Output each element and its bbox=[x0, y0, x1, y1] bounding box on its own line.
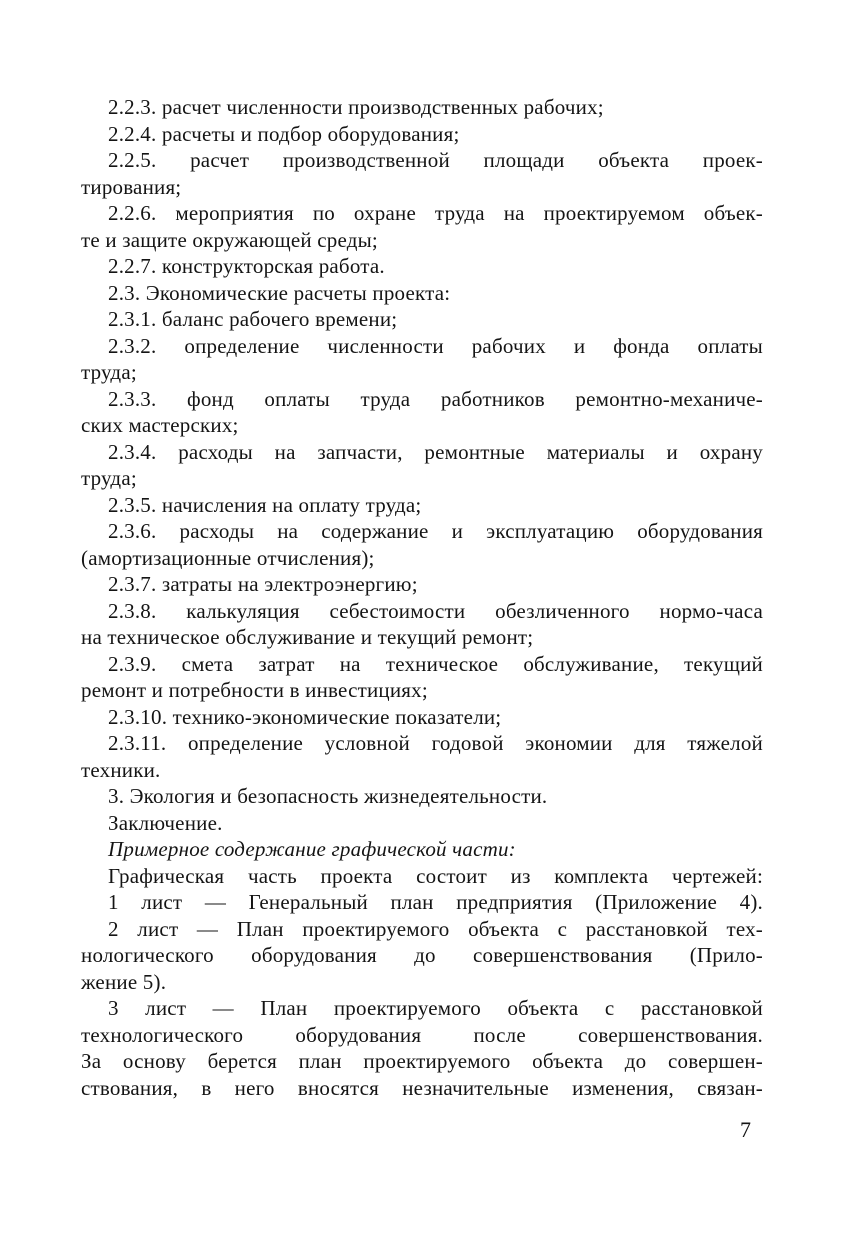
text-line: тирования; bbox=[81, 174, 182, 199]
text-line: 2.2.6. мероприятия по охране труда на проектируемом объек- bbox=[108, 201, 763, 225]
text-line: ствования, в него вносятся незначительные изменения, связан- bbox=[81, 1075, 763, 1100]
text-line: 2.3.5. начисления на оплату труда; bbox=[108, 492, 422, 517]
text-line: 2.2.3. расчет численности производственных рабочих; bbox=[108, 95, 604, 119]
text-line: 3 лист — План проектируемого объекта с расстановкой bbox=[108, 996, 763, 1020]
text-line: 2.3.6. расходы на содержание и эксплуатацию оборудования bbox=[108, 519, 763, 543]
text-line: 2.3.9. смета затрат на техническое обслуживание, текущий bbox=[108, 651, 763, 676]
text-line: 3. Экология и безопасность жизнедеятельности. bbox=[108, 784, 548, 808]
text-line: 1 лист — Генеральный план предприятия (Приложение 4). bbox=[108, 890, 763, 914]
text-line: Примерное содержание графической части: bbox=[108, 837, 516, 861]
text-line: 2.3.1. баланс рабочего времени; bbox=[108, 307, 398, 331]
text-line: ских мастерских; bbox=[81, 413, 239, 437]
text-line: ремонт и потребности в инвестициях; bbox=[81, 678, 428, 702]
text-line: 2.3. Экономические расчеты проекта: bbox=[108, 280, 451, 305]
text-line: нологического оборудования до совершенствования (Прило- bbox=[81, 943, 763, 967]
text-line: на техническое обслуживание и текущий ремонт; bbox=[81, 625, 534, 649]
text-line: За основу берется план проектируемого объекта до совершен- bbox=[81, 1049, 763, 1073]
text-line: технологического оборудования после совершенствования. bbox=[81, 1022, 763, 1047]
text-line: 2.3.7. затраты на электроэнергию; bbox=[108, 572, 418, 596]
text-line: 2.2.5. расчет производственной площади объекта проек- bbox=[108, 148, 763, 172]
text-line: 2.3.2. определение численности рабочих и фонда оплаты bbox=[108, 333, 763, 358]
page-number: 7 bbox=[740, 1117, 751, 1142]
text-line: 2.3.11. определение условной годовой экономии для тяжелой bbox=[108, 731, 763, 755]
text-line: 2 лист — План проектируемого объекта с расстановкой тех- bbox=[108, 916, 763, 941]
text-line: 2.3.8. калькуляция себестоимости обезличенного нормо-часа bbox=[108, 598, 763, 623]
text-line: труда; bbox=[81, 360, 137, 384]
text-line: жение 5). bbox=[81, 969, 167, 994]
text-line: 2.3.3. фонд оплаты труда работников ремонтно-механиче- bbox=[108, 386, 763, 411]
text-line: те и защите окружающей среды; bbox=[81, 227, 378, 252]
text-line: Графическая часть проекта состоит из комплекта чертежей: bbox=[108, 863, 763, 888]
text-line: 2.2.4. расчеты и подбор оборудования; bbox=[108, 121, 460, 146]
text-line: 2.3.4. расходы на запчасти, ремонтные материалы и охрану bbox=[108, 439, 763, 464]
text-line: труда; bbox=[81, 466, 137, 490]
document-body bbox=[81, 94, 763, 1101]
text-line: (амортизационные отчисления); bbox=[81, 545, 375, 570]
text-line: 2.3.10. технико-экономические показатели; bbox=[108, 704, 502, 729]
text-line: Заключение. bbox=[108, 810, 223, 835]
text-line: техники. bbox=[81, 757, 161, 782]
text-line: 2.2.7. конструкторская работа. bbox=[108, 254, 385, 278]
